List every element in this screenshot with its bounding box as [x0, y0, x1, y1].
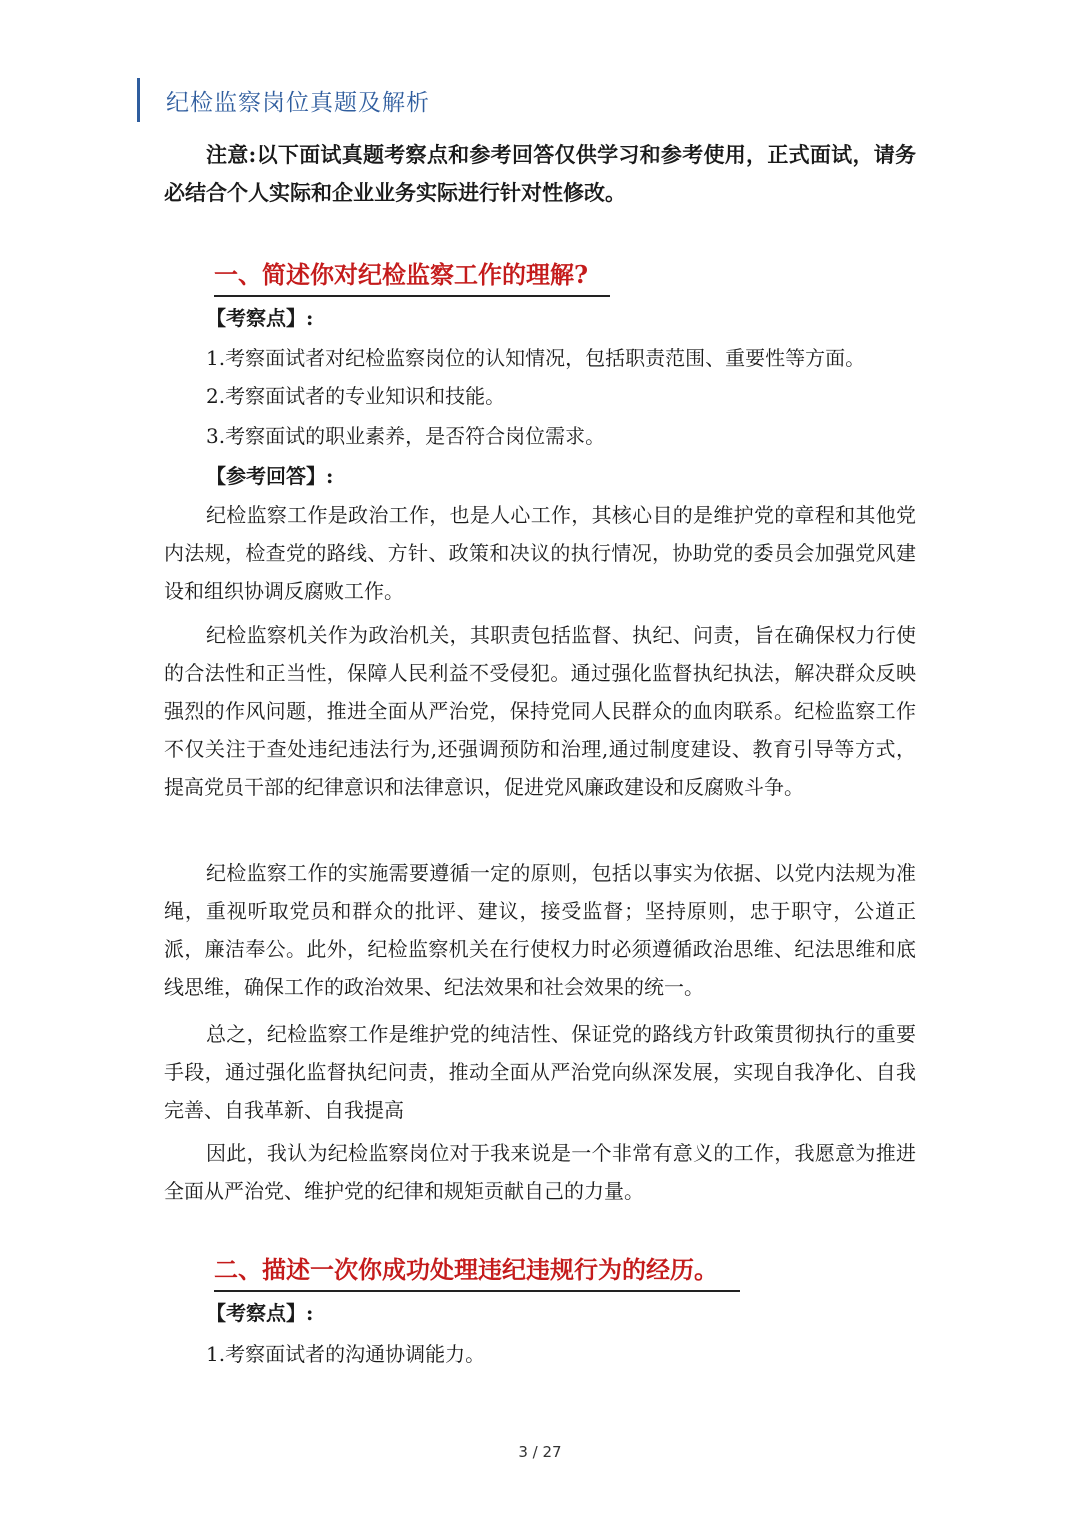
section-2-point: 1.考察面试者的沟通协调能力。 — [206, 1342, 486, 1366]
answer-paragraph: 总之，纪检监察工作是维护党的纯洁性、保证党的路线方针政策贯彻执行的重要手段，通过强化监督执纪问责，推动全面从严治党向纵深发展，实现自我净化、自我完善、自我革新、自我提高 — [164, 1022, 916, 1122]
section-1-title: 一、简述你对纪检监察工作的理解? — [214, 258, 610, 297]
section-1-point: 1.考察面试者对纪检监察岗位的认知情况，包括职责范围、重要性等方面。 — [206, 346, 866, 370]
answer-paragraph: 纪检监察工作的实施需要遵循一定的原则，包括以事实为依据、以党内法规为准绳，重视听取党员和群众的批评、建议，接受监督；坚持原则，忠于职守，公道正派，廉洁奉公。此外，纪检监察机关在行使权力时必须遵循政治思维、纪法思维和底线思维，确保工作的政治效果、纪法效果和社会效果的统一。 — [164, 861, 916, 999]
page-header — [137, 78, 430, 122]
notice-text: 注意:以下面试真题考察点和参考回答仅供学习和参考使用，正式面试，请务必结合个人实际和企业业务实际进行针对性修改。 — [164, 142, 916, 205]
answer-paragraph: 因此，我认为纪检监察岗位对于我来说是一个非常有意义的工作，我愿意为推进全面从严治党、维护党的纪律和规矩贡献自己的力量。 — [164, 1141, 916, 1203]
section-1-answer-label: 【参考回答】: — [206, 464, 334, 488]
page-number: 3 / 27 — [518, 1443, 562, 1461]
answer-paragraph: 纪检监察工作是政治工作，也是人心工作，其核心目的是维护党的章程和其他党内法规，检查党的路线、方针、政策和决议的执行情况，协助党的委员会加强党风建设和组织协调反腐败工作。 — [164, 503, 916, 603]
section-1-point: 3.考察面试的职业素养，是否符合岗位需求。 — [206, 424, 606, 448]
answer-paragraph: 纪检监察机关作为政治机关，其职责包括监督、执纪、问责，旨在确保权力行使的合法性和正当性，保障人民利益不受侵犯。通过强化监督执纪执法，解决群众反映强烈的作风问题，推进全面从严治党，保持党同人民群众的血肉联系。纪检监察工作不仅关注于查处违纪违法行为,还强调预防和治理,通过制度建设、教育引导等方式，提高党员干部的纪律意识和法律意识，促进党风廉政建设和反腐败斗争。 — [164, 623, 916, 799]
section-1-points-label: 【考察点】: — [206, 306, 314, 330]
section-2-title: 二、描述一次你成功处理违纪违规行为的经历。 — [214, 1253, 740, 1292]
section-2-points-label: 【考察点】: — [206, 1301, 314, 1325]
section-1-point: 2.考察面试者的专业知识和技能。 — [206, 384, 506, 408]
header-title: 纪检监察岗位真题及解析 — [166, 89, 430, 116]
